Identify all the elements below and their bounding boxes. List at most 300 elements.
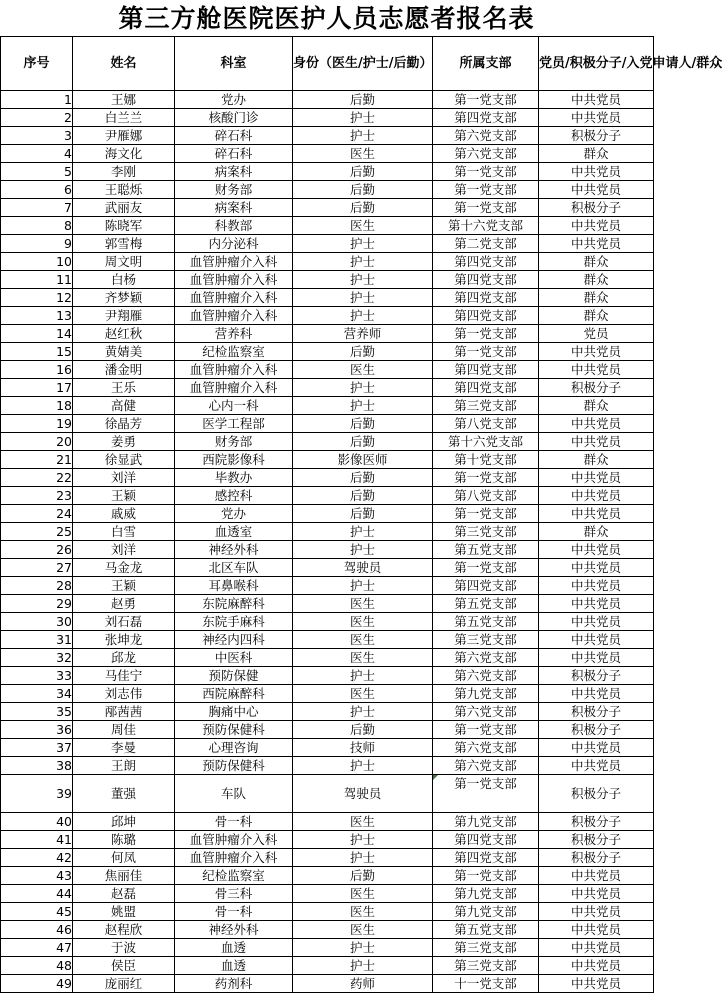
cell-no[interactable]	[1, 831, 73, 849]
cell-party[interactable]	[539, 469, 654, 487]
cell-dept[interactable]	[175, 199, 293, 217]
cell-role[interactable]	[293, 739, 433, 757]
cell-dept[interactable]	[175, 775, 293, 813]
cell-no[interactable]	[1, 127, 73, 145]
cell-branch[interactable]	[433, 721, 539, 739]
cell-dept[interactable]	[175, 343, 293, 361]
cell-dept[interactable]	[175, 505, 293, 523]
cell-party[interactable]	[539, 595, 654, 613]
cell-party[interactable]	[539, 559, 654, 577]
cell-party[interactable]	[539, 831, 654, 849]
cell-name[interactable]	[73, 235, 175, 253]
cell-dept[interactable]	[175, 487, 293, 505]
cell-name[interactable]	[73, 127, 175, 145]
cell-branch[interactable]	[433, 613, 539, 631]
cell-dept[interactable]	[175, 109, 293, 127]
cell-name[interactable]	[73, 867, 175, 885]
cell-no[interactable]	[1, 775, 73, 813]
cell-branch[interactable]	[433, 217, 539, 235]
cell-name[interactable]	[73, 91, 175, 109]
cell-role[interactable]	[293, 903, 433, 921]
cell-dept[interactable]	[175, 631, 293, 649]
cell-name[interactable]	[73, 361, 175, 379]
cell-role[interactable]	[293, 667, 433, 685]
cell-no[interactable]	[1, 253, 73, 271]
cell-dept[interactable]	[175, 181, 293, 199]
cell-party[interactable]	[539, 541, 654, 559]
cell-role[interactable]	[293, 721, 433, 739]
cell-party[interactable]	[539, 199, 654, 217]
cell-party[interactable]	[539, 903, 654, 921]
cell-role[interactable]	[293, 253, 433, 271]
cell-no[interactable]	[1, 325, 73, 343]
cell-party[interactable]	[539, 145, 654, 163]
cell-no[interactable]	[1, 649, 73, 667]
cell-dept[interactable]	[175, 127, 293, 145]
cell-name[interactable]	[73, 885, 175, 903]
cell-dept[interactable]	[175, 235, 293, 253]
cell-role[interactable]	[293, 631, 433, 649]
cell-dept[interactable]	[175, 163, 293, 181]
cell-party[interactable]	[539, 921, 654, 939]
cell-no[interactable]	[1, 235, 73, 253]
cell-no[interactable]	[1, 921, 73, 939]
cell-no[interactable]	[1, 307, 73, 325]
cell-party[interactable]	[539, 289, 654, 307]
cell-role[interactable]	[293, 181, 433, 199]
cell-dept[interactable]	[175, 885, 293, 903]
cell-branch[interactable]	[433, 975, 539, 993]
cell-party[interactable]	[539, 613, 654, 631]
cell-role[interactable]	[293, 415, 433, 433]
cell-role[interactable]	[293, 775, 433, 813]
cell-branch[interactable]	[433, 667, 539, 685]
cell-party[interactable]	[539, 885, 654, 903]
cell-no[interactable]	[1, 903, 73, 921]
cell-name[interactable]	[73, 343, 175, 361]
cell-name[interactable]	[73, 541, 175, 559]
cell-party[interactable]	[539, 523, 654, 541]
cell-no[interactable]	[1, 343, 73, 361]
header-no[interactable]: 序号	[1, 37, 73, 91]
cell-dept[interactable]	[175, 849, 293, 867]
cell-no[interactable]	[1, 703, 73, 721]
cell-dept[interactable]	[175, 685, 293, 703]
header-dept[interactable]: 科室	[175, 37, 293, 91]
cell-name[interactable]	[73, 523, 175, 541]
cell-role[interactable]	[293, 451, 433, 469]
cell-party[interactable]	[539, 867, 654, 885]
cell-role[interactable]	[293, 523, 433, 541]
cell-dept[interactable]	[175, 975, 293, 993]
cell-party[interactable]	[539, 957, 654, 975]
cell-name[interactable]	[73, 849, 175, 867]
cell-branch[interactable]	[433, 109, 539, 127]
cell-role[interactable]	[293, 685, 433, 703]
cell-party[interactable]	[539, 217, 654, 235]
cell-name[interactable]	[73, 975, 175, 993]
cell-role[interactable]	[293, 885, 433, 903]
cell-party[interactable]	[539, 163, 654, 181]
cell-party[interactable]	[539, 451, 654, 469]
cell-name[interactable]	[73, 559, 175, 577]
cell-party[interactable]	[539, 849, 654, 867]
cell-no[interactable]	[1, 939, 73, 957]
cell-role[interactable]	[293, 325, 433, 343]
cell-no[interactable]	[1, 757, 73, 775]
cell-dept[interactable]	[175, 813, 293, 831]
cell-name[interactable]	[73, 775, 175, 813]
cell-dept[interactable]	[175, 361, 293, 379]
cell-no[interactable]	[1, 957, 73, 975]
cell-branch[interactable]	[433, 541, 539, 559]
cell-dept[interactable]	[175, 957, 293, 975]
cell-branch[interactable]	[433, 813, 539, 831]
cell-role[interactable]	[293, 975, 433, 993]
cell-branch[interactable]	[433, 957, 539, 975]
cell-dept[interactable]	[175, 397, 293, 415]
cell-no[interactable]	[1, 469, 73, 487]
cell-role[interactable]	[293, 343, 433, 361]
cell-party[interactable]	[539, 975, 654, 993]
cell-party[interactable]	[539, 939, 654, 957]
cell-party[interactable]	[539, 667, 654, 685]
cell-dept[interactable]	[175, 433, 293, 451]
cell-branch[interactable]	[433, 867, 539, 885]
cell-name[interactable]	[73, 469, 175, 487]
cell-branch[interactable]	[433, 199, 539, 217]
cell-dept[interactable]	[175, 721, 293, 739]
cell-branch[interactable]	[433, 235, 539, 253]
cell-dept[interactable]	[175, 595, 293, 613]
cell-dept[interactable]	[175, 921, 293, 939]
cell-party[interactable]	[539, 235, 654, 253]
cell-dept[interactable]	[175, 649, 293, 667]
cell-branch[interactable]	[433, 903, 539, 921]
cell-role[interactable]	[293, 831, 433, 849]
cell-no[interactable]	[1, 739, 73, 757]
cell-name[interactable]	[73, 613, 175, 631]
cell-branch[interactable]	[433, 433, 539, 451]
cell-name[interactable]	[73, 271, 175, 289]
cell-no[interactable]	[1, 631, 73, 649]
cell-role[interactable]	[293, 235, 433, 253]
cell-role[interactable]	[293, 217, 433, 235]
cell-branch[interactable]	[433, 181, 539, 199]
cell-no[interactable]	[1, 813, 73, 831]
cell-branch[interactable]	[433, 361, 539, 379]
cell-party[interactable]	[539, 325, 654, 343]
cell-branch[interactable]	[433, 397, 539, 415]
cell-name[interactable]	[73, 595, 175, 613]
cell-dept[interactable]	[175, 667, 293, 685]
cell-branch[interactable]	[433, 559, 539, 577]
cell-no[interactable]	[1, 289, 73, 307]
cell-no[interactable]	[1, 523, 73, 541]
cell-role[interactable]	[293, 433, 433, 451]
cell-party[interactable]	[539, 379, 654, 397]
cell-dept[interactable]	[175, 613, 293, 631]
cell-no[interactable]	[1, 181, 73, 199]
cell-role[interactable]	[293, 163, 433, 181]
cell-dept[interactable]	[175, 523, 293, 541]
cell-name[interactable]	[73, 433, 175, 451]
cell-no[interactable]	[1, 559, 73, 577]
cell-branch[interactable]	[433, 145, 539, 163]
cell-dept[interactable]	[175, 559, 293, 577]
cell-role[interactable]	[293, 649, 433, 667]
cell-dept[interactable]	[175, 325, 293, 343]
cell-dept[interactable]	[175, 757, 293, 775]
cell-no[interactable]	[1, 451, 73, 469]
cell-dept[interactable]	[175, 831, 293, 849]
cell-dept[interactable]	[175, 739, 293, 757]
cell-no[interactable]	[1, 415, 73, 433]
cell-party[interactable]	[539, 361, 654, 379]
cell-party[interactable]	[539, 127, 654, 145]
cell-no[interactable]	[1, 595, 73, 613]
cell-branch[interactable]	[433, 415, 539, 433]
cell-party[interactable]	[539, 775, 654, 813]
cell-branch[interactable]	[433, 127, 539, 145]
cell-role[interactable]	[293, 559, 433, 577]
cell-no[interactable]	[1, 849, 73, 867]
cell-no[interactable]	[1, 397, 73, 415]
cell-branch[interactable]	[433, 523, 539, 541]
cell-party[interactable]	[539, 433, 654, 451]
cell-dept[interactable]	[175, 903, 293, 921]
cell-no[interactable]	[1, 867, 73, 885]
cell-no[interactable]	[1, 885, 73, 903]
header-role[interactable]: 身份（医生/护士/后勤）	[293, 37, 433, 91]
cell-branch[interactable]	[433, 703, 539, 721]
cell-role[interactable]	[293, 487, 433, 505]
cell-branch[interactable]	[433, 451, 539, 469]
cell-party[interactable]	[539, 813, 654, 831]
cell-dept[interactable]	[175, 867, 293, 885]
cell-role[interactable]	[293, 397, 433, 415]
cell-name[interactable]	[73, 631, 175, 649]
cell-name[interactable]	[73, 939, 175, 957]
cell-dept[interactable]	[175, 415, 293, 433]
cell-branch[interactable]	[433, 469, 539, 487]
cell-role[interactable]	[293, 757, 433, 775]
cell-role[interactable]	[293, 703, 433, 721]
cell-branch[interactable]	[433, 163, 539, 181]
cell-dept[interactable]	[175, 289, 293, 307]
cell-name[interactable]	[73, 199, 175, 217]
cell-branch[interactable]	[433, 739, 539, 757]
cell-no[interactable]	[1, 613, 73, 631]
cell-no[interactable]	[1, 199, 73, 217]
cell-party[interactable]	[539, 181, 654, 199]
cell-branch[interactable]	[433, 631, 539, 649]
cell-branch[interactable]	[433, 91, 539, 109]
cell-party[interactable]	[539, 721, 654, 739]
cell-party[interactable]	[539, 577, 654, 595]
cell-dept[interactable]	[175, 217, 293, 235]
cell-name[interactable]	[73, 703, 175, 721]
cell-dept[interactable]	[175, 91, 293, 109]
cell-name[interactable]	[73, 813, 175, 831]
cell-no[interactable]	[1, 975, 73, 993]
cell-dept[interactable]	[175, 541, 293, 559]
cell-name[interactable]	[73, 415, 175, 433]
cell-role[interactable]	[293, 939, 433, 957]
cell-dept[interactable]	[175, 271, 293, 289]
cell-branch[interactable]	[433, 253, 539, 271]
cell-branch[interactable]	[433, 577, 539, 595]
cell-name[interactable]	[73, 397, 175, 415]
cell-name[interactable]	[73, 739, 175, 757]
cell-no[interactable]	[1, 667, 73, 685]
header-branch[interactable]: 所属支部	[433, 37, 539, 91]
cell-no[interactable]	[1, 487, 73, 505]
cell-role[interactable]	[293, 469, 433, 487]
cell-branch[interactable]	[433, 831, 539, 849]
cell-branch[interactable]	[433, 379, 539, 397]
cell-party[interactable]	[539, 343, 654, 361]
cell-branch[interactable]	[433, 289, 539, 307]
cell-role[interactable]	[293, 849, 433, 867]
cell-party[interactable]	[539, 253, 654, 271]
cell-name[interactable]	[73, 109, 175, 127]
cell-party[interactable]	[539, 631, 654, 649]
cell-party[interactable]	[539, 271, 654, 289]
cell-party[interactable]	[539, 415, 654, 433]
cell-role[interactable]	[293, 595, 433, 613]
cell-no[interactable]	[1, 109, 73, 127]
cell-role[interactable]	[293, 379, 433, 397]
cell-branch[interactable]	[433, 595, 539, 613]
cell-dept[interactable]	[175, 307, 293, 325]
cell-name[interactable]	[73, 667, 175, 685]
cell-name[interactable]	[73, 379, 175, 397]
cell-name[interactable]	[73, 721, 175, 739]
cell-name[interactable]	[73, 903, 175, 921]
header-name[interactable]: 姓名	[73, 37, 175, 91]
cell-no[interactable]	[1, 505, 73, 523]
cell-party[interactable]	[539, 739, 654, 757]
cell-branch[interactable]	[433, 885, 539, 903]
cell-dept[interactable]	[175, 577, 293, 595]
cell-branch[interactable]	[433, 505, 539, 523]
cell-role[interactable]	[293, 505, 433, 523]
cell-role[interactable]	[293, 127, 433, 145]
cell-branch[interactable]	[433, 939, 539, 957]
cell-name[interactable]	[73, 831, 175, 849]
cell-role[interactable]	[293, 307, 433, 325]
cell-party[interactable]	[539, 685, 654, 703]
cell-name[interactable]	[73, 253, 175, 271]
cell-party[interactable]	[539, 91, 654, 109]
cell-branch[interactable]	[433, 343, 539, 361]
cell-no[interactable]	[1, 361, 73, 379]
cell-name[interactable]	[73, 649, 175, 667]
cell-branch[interactable]	[433, 271, 539, 289]
cell-party[interactable]	[539, 487, 654, 505]
cell-no[interactable]	[1, 91, 73, 109]
header-party[interactable]: 党员/积极分子/入党申请人/群众	[539, 37, 654, 91]
cell-name[interactable]	[73, 307, 175, 325]
cell-party[interactable]	[539, 397, 654, 415]
cell-party[interactable]	[539, 307, 654, 325]
cell-no[interactable]	[1, 541, 73, 559]
cell-branch[interactable]	[433, 649, 539, 667]
cell-name[interactable]	[73, 921, 175, 939]
cell-role[interactable]	[293, 541, 433, 559]
cell-name[interactable]	[73, 145, 175, 163]
cell-name[interactable]	[73, 957, 175, 975]
cell-name[interactable]	[73, 451, 175, 469]
cell-role[interactable]	[293, 613, 433, 631]
cell-dept[interactable]	[175, 451, 293, 469]
cell-role[interactable]	[293, 361, 433, 379]
cell-role[interactable]	[293, 271, 433, 289]
cell-no[interactable]	[1, 271, 73, 289]
cell-name[interactable]	[73, 685, 175, 703]
cell-party[interactable]	[539, 505, 654, 523]
cell-branch[interactable]	[433, 757, 539, 775]
cell-branch[interactable]	[433, 685, 539, 703]
cell-name[interactable]	[73, 181, 175, 199]
cell-role[interactable]	[293, 867, 433, 885]
cell-no[interactable]	[1, 379, 73, 397]
cell-role[interactable]	[293, 145, 433, 163]
cell-name[interactable]	[73, 289, 175, 307]
cell-name[interactable]	[73, 577, 175, 595]
cell-no[interactable]	[1, 577, 73, 595]
cell-role[interactable]	[293, 289, 433, 307]
cell-name[interactable]	[73, 505, 175, 523]
cell-branch[interactable]	[433, 307, 539, 325]
cell-dept[interactable]	[175, 253, 293, 271]
cell-role[interactable]	[293, 91, 433, 109]
cell-name[interactable]	[73, 757, 175, 775]
cell-role[interactable]	[293, 109, 433, 127]
cell-no[interactable]	[1, 217, 73, 235]
cell-name[interactable]	[73, 163, 175, 181]
cell-branch[interactable]	[433, 775, 539, 813]
cell-role[interactable]	[293, 577, 433, 595]
cell-dept[interactable]	[175, 939, 293, 957]
cell-no[interactable]	[1, 685, 73, 703]
cell-party[interactable]	[539, 703, 654, 721]
cell-no[interactable]	[1, 163, 73, 181]
cell-dept[interactable]	[175, 145, 293, 163]
cell-branch[interactable]	[433, 325, 539, 343]
cell-dept[interactable]	[175, 703, 293, 721]
cell-party[interactable]	[539, 649, 654, 667]
cell-name[interactable]	[73, 487, 175, 505]
cell-name[interactable]	[73, 325, 175, 343]
cell-role[interactable]	[293, 813, 433, 831]
cell-role[interactable]	[293, 921, 433, 939]
cell-branch[interactable]	[433, 487, 539, 505]
cell-name[interactable]	[73, 217, 175, 235]
cell-party[interactable]	[539, 109, 654, 127]
cell-no[interactable]	[1, 145, 73, 163]
cell-no[interactable]	[1, 721, 73, 739]
cell-party[interactable]	[539, 757, 654, 775]
cell-dept[interactable]	[175, 379, 293, 397]
cell-role[interactable]	[293, 957, 433, 975]
cell-no[interactable]	[1, 433, 73, 451]
cell-branch[interactable]	[433, 921, 539, 939]
cell-role[interactable]	[293, 199, 433, 217]
cell-dept[interactable]	[175, 469, 293, 487]
cell-branch[interactable]	[433, 849, 539, 867]
